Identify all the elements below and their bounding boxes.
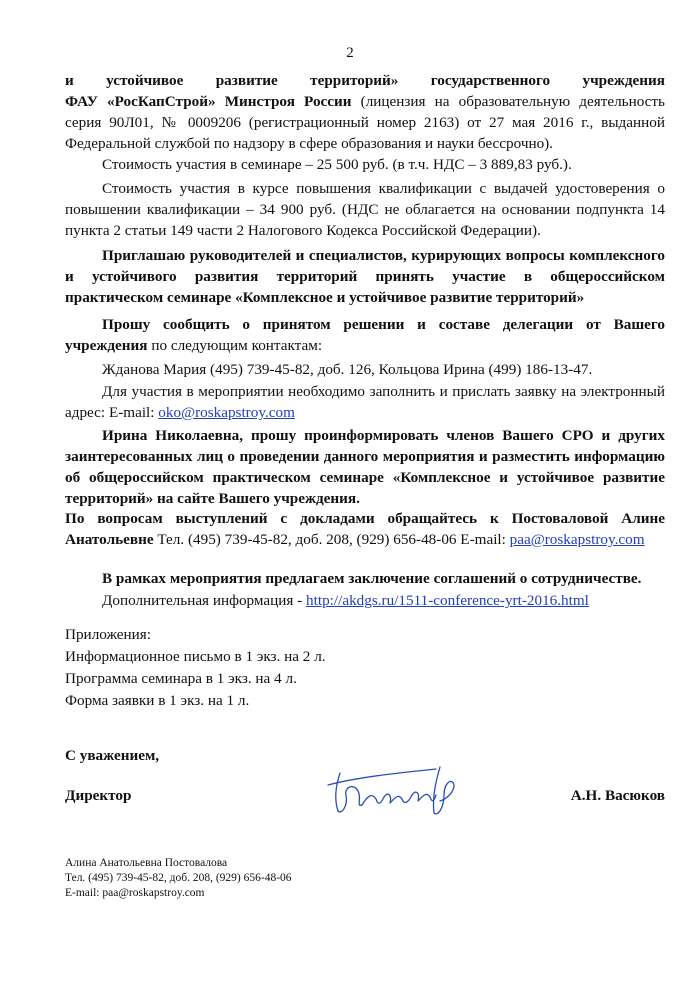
application-text: Для участия в мероприятии необходимо заполнить и прислать заявку на электронный адрес: E-mail: <box>65 383 665 421</box>
reports-bold-text: По вопросам выступлений с докладами обращайтесь к Постоваловой Алине Анатольевне <box>65 510 665 548</box>
contacts-text: Жданова Мария (495) 739-45-82, доб. 126, Кольцова Ирина (499) 186-13-47. <box>102 361 593 378</box>
intro-license-text: (лицензия на образовательную деятельность серия 90Л01, № 0009206 (регистрационный номер 2163) от 27 мая 2016 г., выданной Федеральной службой по надзору в сфере образования и науки бессрочно). <box>65 93 665 152</box>
attachments-title: Приложения: <box>65 626 151 643</box>
footer-contacts <box>65 856 292 901</box>
intro-line1: и устойчивое развитие территорий» государственного учреждения <box>65 72 665 89</box>
sro-request-text: Ирина Николаевна, прошу проинформировать членов Вашего СРО и других заинтересованных лиц о проведении данного мероприятия и разместить информацию об общероссийском практическом семинаре «Комплексное и устойчивое развитие территорий» на сайте Вашего учреждения. <box>65 427 665 507</box>
attachment-item: Программа семинара в 1 экз. на 4 л. <box>65 670 297 687</box>
signatory-name: А.Н. Васюков <box>570 787 665 804</box>
request-bold-text: Прошу сообщить о принятом решении и составе делегации от Вашего учреждения <box>65 316 665 354</box>
intro-paragraph <box>65 70 665 154</box>
more-info-label: Дополнительная информация - <box>102 592 307 609</box>
request-rest-text: по следующим контактам: <box>147 337 323 354</box>
closing-text: С уважением, <box>65 747 160 764</box>
handwritten-signature <box>318 755 468 825</box>
intro-org-name: ФАУ «РосКапСтрой» Минстроя России <box>65 93 352 110</box>
footer-name: Алина Анатольевна Постовалова <box>65 857 228 869</box>
invite-text: Приглашаю руководителей и специалистов, курирующих вопросы комплексного и устойчивого развития территорий принять участие в общероссийском практическом семинаре «Комплексное и устойчивое развитие территорий» <box>65 247 665 306</box>
agreement-text: В рамках мероприятия предлагаем заключение соглашений о сотрудничестве. <box>102 570 642 587</box>
reports-contact-text: Тел. (495) 739-45-82, доб. 208, (929) 656-48-06 E-mail: <box>153 531 510 548</box>
more-info-url-link[interactable]: http://akdgs.ru/1511-conference-yrt-2016.html <box>306 592 589 609</box>
signatory-position: Директор <box>65 787 132 804</box>
application-email-link[interactable]: oko@roskapstroy.com <box>158 404 295 421</box>
cost-seminar-text: Стоимость участия в семинаре – 25 500 руб. (в т.ч. НДС – 3 889,83 руб.). <box>102 156 572 173</box>
cost-course-text: Стоимость участия в курсе повышения квалификации с выдачей удостоверения о повышении квалификации – 34 900 руб. (НДС не облагается на основании подпункта 14 пункта 2 статьи 149 части 2 Налогового Кодекса Российской Федерации). <box>65 180 665 239</box>
footer-phone: Тел. (495) 739-45-82, доб. 208, (929) 656-48-06 <box>65 872 292 884</box>
page-number: 2 <box>346 45 354 61</box>
footer-email: E-mail: paa@roskapstroy.com <box>65 887 205 899</box>
attachment-item: Информационное письмо в 1 экз. на 2 л. <box>65 648 326 665</box>
reports-email-link[interactable]: paa@roskapstroy.com <box>509 531 645 548</box>
attachment-item: Форма заявки в 1 экз. на 1 л. <box>65 692 250 709</box>
attachments-block <box>65 624 665 712</box>
